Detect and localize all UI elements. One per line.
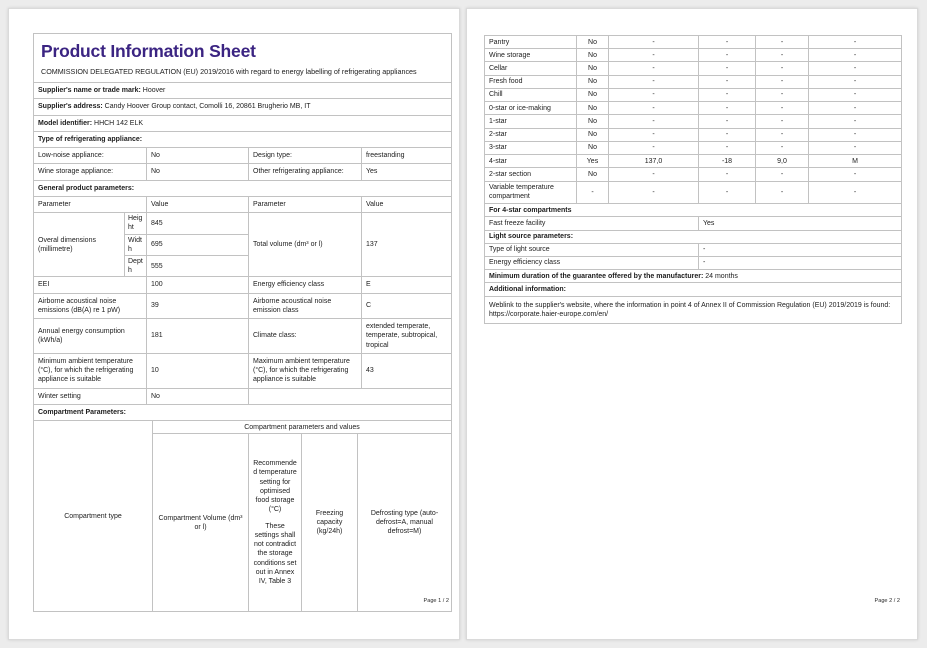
dimensions-row-height bbox=[34, 213, 452, 234]
supplier-address-row bbox=[34, 99, 452, 115]
compartment-row: 3-star No - - - - bbox=[485, 141, 902, 154]
compartment-volume-col-header: Compartment Volume (dm³ or l) bbox=[153, 434, 249, 612]
light-source-rows bbox=[485, 243, 902, 269]
light-source-section-header-row bbox=[485, 230, 902, 243]
page-1-footer: Page 1 / 2 bbox=[423, 598, 449, 604]
fast-freeze-value: Yes bbox=[699, 217, 902, 230]
dimension-height-value: 845 bbox=[147, 213, 249, 234]
winter-setting-empty bbox=[249, 388, 452, 404]
recommended-temp-text-a: Recommended temperature setting for optimised food storage (°C) bbox=[253, 460, 297, 514]
compartment-row: Chill No - - - - bbox=[485, 88, 902, 101]
light-source-section-header: Light source parameters: bbox=[485, 230, 902, 243]
freezing-capacity-col-header: Freezing capacity (kg/24h) bbox=[302, 434, 358, 612]
guarantee-value: 24 months bbox=[705, 272, 738, 280]
weblink-text: Weblink to the supplier's website, where the information in point 4 of Annex II of Commission Regulation (EU) 2019/2019 is found: bbox=[489, 301, 891, 309]
weblink-url[interactable]: https://corporate.haier-europe.com/en/ bbox=[489, 310, 609, 318]
additional-info-header-row bbox=[485, 283, 902, 296]
additional-info-header: Additional information: bbox=[485, 283, 902, 296]
recommended-temp-text-b: These settings shall not contradict the storage conditions set out in Annex IV, Table 3 bbox=[253, 522, 297, 586]
dimension-width-label: Width bbox=[125, 234, 147, 255]
dimension-depth-value: 555 bbox=[147, 255, 249, 276]
supplier-name-row bbox=[34, 83, 452, 99]
page-2-footer: Page 2 / 2 bbox=[874, 598, 900, 604]
total-volume-label: Total volume (dm³ or l) bbox=[249, 213, 362, 277]
recommended-temp-col-header bbox=[249, 434, 302, 612]
compartment-row: 2-star section No - - - - bbox=[485, 168, 902, 181]
document-page-1 bbox=[8, 8, 460, 640]
type-section-header: Type of refrigerating appliance: bbox=[34, 131, 452, 147]
value-header-2: Value bbox=[362, 196, 452, 212]
value-header-1: Value bbox=[147, 196, 249, 212]
dimension-width-value: 695 bbox=[147, 234, 249, 255]
defrosting-type-col-header: Defrosting type (auto-defrost=A, manual defrost=M) bbox=[358, 434, 452, 612]
supplier-address-label: Supplier's address: bbox=[38, 103, 103, 111]
compartment-row: Pantry No - - - - bbox=[485, 36, 902, 49]
param-row: Wine storage appliance: No Other refrigerating appliance: Yes bbox=[34, 164, 452, 180]
compartment-row: Wine storage No - - - - bbox=[485, 49, 902, 62]
dimension-depth-label: Depth bbox=[125, 255, 147, 276]
supplier-name-value: Hoover bbox=[142, 87, 166, 95]
light-source-row: Energy efficiency class - bbox=[485, 256, 902, 269]
general-param-rows bbox=[34, 277, 452, 388]
dimension-height-label: Height bbox=[125, 213, 147, 234]
document-page-2 bbox=[466, 8, 918, 640]
general-section-header: General product parameters: bbox=[34, 180, 452, 196]
compartment-span-header-row bbox=[34, 421, 452, 434]
compartment-values-table bbox=[484, 35, 902, 324]
param-header-row bbox=[34, 196, 452, 212]
fast-freeze-row bbox=[485, 217, 902, 230]
light-source-row: Type of light source - bbox=[485, 243, 902, 256]
compartment-section-header-row bbox=[34, 404, 452, 420]
page-2-content bbox=[484, 35, 901, 324]
compartment-header-table bbox=[33, 420, 452, 612]
param-header-2: Parameter bbox=[249, 196, 362, 212]
supplier-address-value: Candy Hoover Group contact, Comolli 16, 20861 Brugherio MB, IT bbox=[104, 103, 311, 111]
guarantee-label: Minimum duration of the guarantee offered by the manufacturer: bbox=[489, 272, 704, 280]
compartment-row: Cellar No - - - - bbox=[485, 62, 902, 75]
weblink-row bbox=[485, 296, 902, 323]
compartment-section-header: Compartment Parameters: bbox=[34, 404, 452, 420]
param-row: Low-noise appliance: No Design type: freestanding bbox=[34, 148, 452, 164]
compartment-data-rows bbox=[485, 36, 902, 204]
winter-setting-label: Winter setting bbox=[34, 388, 147, 404]
total-volume-value: 137 bbox=[362, 213, 452, 277]
regulation-subtitle: COMMISSION DELEGATED REGULATION (EU) 2019/2016 with regard to energy labelling of refrigerating appliances bbox=[41, 67, 417, 77]
supplier-name-label: Supplier's name or trade mark: bbox=[38, 87, 141, 95]
page-1-content bbox=[33, 33, 451, 612]
param-row: Annual energy consumption (kWh/a) 181 Climate class: extended temperate, temperate, subtropical, tropical bbox=[34, 319, 452, 354]
param-header-1: Parameter bbox=[34, 196, 147, 212]
compartment-values-span-header: Compartment parameters and values bbox=[153, 421, 452, 434]
header-table bbox=[33, 33, 452, 421]
title-row bbox=[34, 34, 452, 83]
fast-freeze-label: Fast freeze facility bbox=[485, 217, 699, 230]
winter-setting-row bbox=[34, 388, 452, 404]
compartment-row: Fresh food No - - - - bbox=[485, 75, 902, 88]
compartment-row: 0-star or ice-making No - - - - bbox=[485, 102, 902, 115]
model-identifier-label: Model identifier: bbox=[38, 119, 93, 127]
winter-setting-value: No bbox=[147, 388, 249, 404]
model-identifier-value: HHCH 142 ELK bbox=[94, 119, 144, 127]
compartment-row: 1-star No - - - - bbox=[485, 115, 902, 128]
type-rows bbox=[34, 148, 452, 180]
dimensions-label: Overal dimensions (millimetre) bbox=[34, 213, 125, 277]
compartment-row: 2-star No - - - - bbox=[485, 128, 902, 141]
guarantee-row bbox=[485, 270, 902, 283]
param-row: Minimum ambient temperature (°C), for which the refrigerating appliance is suitable 10 Maximum ambient temperature (°C), for which the refrigerating appliance is suitable 43 bbox=[34, 353, 452, 388]
param-row: Airborne acoustical noise emissions (dB(A) re 1 pW) 39 Airborne acoustical noise emission class C bbox=[34, 293, 452, 318]
general-section-header-row bbox=[34, 180, 452, 196]
page-title: Product Information Sheet bbox=[41, 41, 256, 61]
compartment-type-col-header: Compartment type bbox=[34, 421, 153, 612]
compartment-row: Variable temperature compartment - - - - - bbox=[485, 181, 902, 203]
compartment-row: 4-star Yes 137,0 -18 9,0 M bbox=[485, 155, 902, 168]
model-identifier-row bbox=[34, 115, 452, 131]
param-row: EEI 100 Energy efficiency class E bbox=[34, 277, 452, 293]
four-star-section-header-row bbox=[485, 204, 902, 217]
type-section-header-row bbox=[34, 131, 452, 147]
four-star-section-header: For 4-star compartments bbox=[485, 204, 902, 217]
